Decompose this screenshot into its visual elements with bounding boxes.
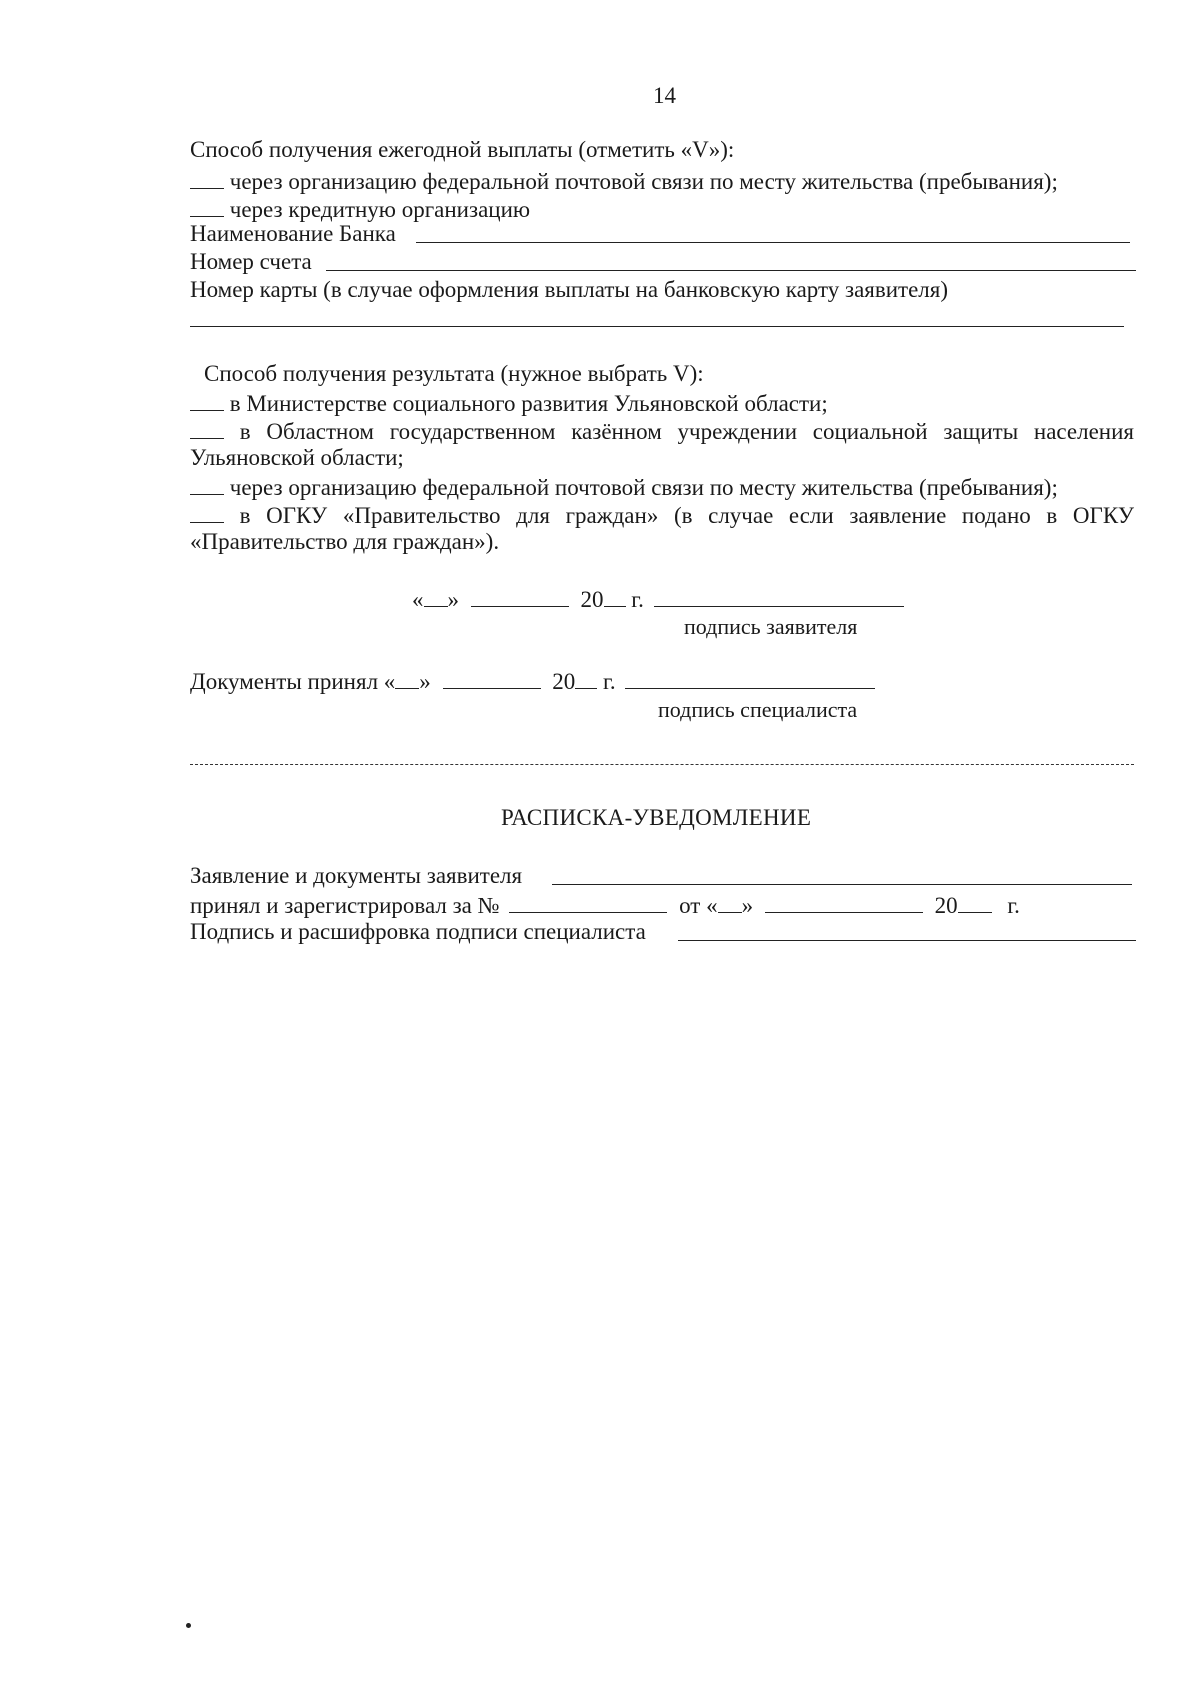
account-number-label: Номер счета: [190, 249, 312, 274]
receipt-title: РАСПИСКА-УВЕДОМЛЕНИЕ: [501, 805, 812, 830]
month-field[interactable]: [765, 890, 923, 913]
checkbox-line[interactable]: [190, 500, 224, 523]
applicant-signature-caption: подпись заявителя: [684, 614, 858, 639]
result-option-ogku: в Областном государственном казённом учреждении социальной защиты населения: [190, 416, 1134, 446]
applicant-name-field[interactable]: [552, 884, 1132, 885]
bank-name-field[interactable]: [416, 242, 1130, 243]
applicant-signature-field[interactable]: [654, 584, 904, 607]
day-field[interactable]: [424, 584, 448, 607]
checkbox-line[interactable]: [190, 416, 224, 439]
day-field[interactable]: [395, 666, 419, 689]
specialist-signature-caption: подпись специалиста: [658, 697, 858, 722]
checkbox-line[interactable]: [190, 472, 224, 495]
result-option-ministry: в Министерстве социального развития Ульяновской области;: [190, 388, 828, 418]
registration-number-field[interactable]: [509, 890, 667, 913]
month-field[interactable]: [471, 584, 569, 607]
page-number: 14: [653, 83, 676, 108]
year-field[interactable]: [575, 666, 597, 689]
specialist-date-line: Документы принял « » 20 г.: [190, 666, 875, 696]
year-field[interactable]: [958, 890, 992, 913]
card-number-label: Номер карты (в случае оформления выплаты на банковскую карту заявителя): [190, 277, 949, 302]
payment-option-credit: через кредитную организацию: [190, 194, 530, 224]
specialist-signature-decode-field[interactable]: [678, 940, 1136, 941]
checkbox-line[interactable]: [190, 194, 224, 217]
receipt-signature-label: Подпись и расшифровка подписи специалиста: [190, 919, 646, 944]
stray-mark: [186, 1623, 191, 1628]
payment-heading: Способ получения ежегодной выплаты (отметить «V»):: [190, 137, 735, 162]
checkbox-line[interactable]: [190, 166, 224, 189]
result-option-gov-cont: «Правительство для граждан»).: [190, 529, 500, 554]
cut-line: [190, 764, 1134, 765]
checkbox-line[interactable]: [190, 388, 224, 411]
receipt-docs-label: Заявление и документы заявителя: [190, 863, 523, 888]
bank-name-label: Наименование Банка: [190, 221, 396, 246]
payment-option-post: через организацию федеральной почтовой связи по месту жительства (пребывания);: [190, 166, 1058, 196]
result-heading: Способ получения результата (нужное выбрать V):: [204, 361, 704, 386]
result-option-ogku-cont: Ульяновской области;: [190, 445, 404, 470]
month-field[interactable]: [443, 666, 541, 689]
applicant-date-line: « » 20 г.: [412, 584, 904, 614]
day-field[interactable]: [718, 890, 742, 913]
specialist-signature-field[interactable]: [625, 666, 875, 689]
year-field[interactable]: [604, 584, 626, 607]
receipt-registration-line: принял и зарегистрировал за № от « » 20 г.: [190, 890, 1020, 920]
result-option-post: через организацию федеральной почтовой связи по месту жительства (пребывания);: [190, 472, 1058, 502]
result-option-gov: в ОГКУ «Правительство для граждан» (в случае если заявление подано в ОГКУ: [190, 500, 1134, 530]
account-number-field[interactable]: [326, 270, 1136, 271]
card-number-field[interactable]: [190, 326, 1124, 327]
